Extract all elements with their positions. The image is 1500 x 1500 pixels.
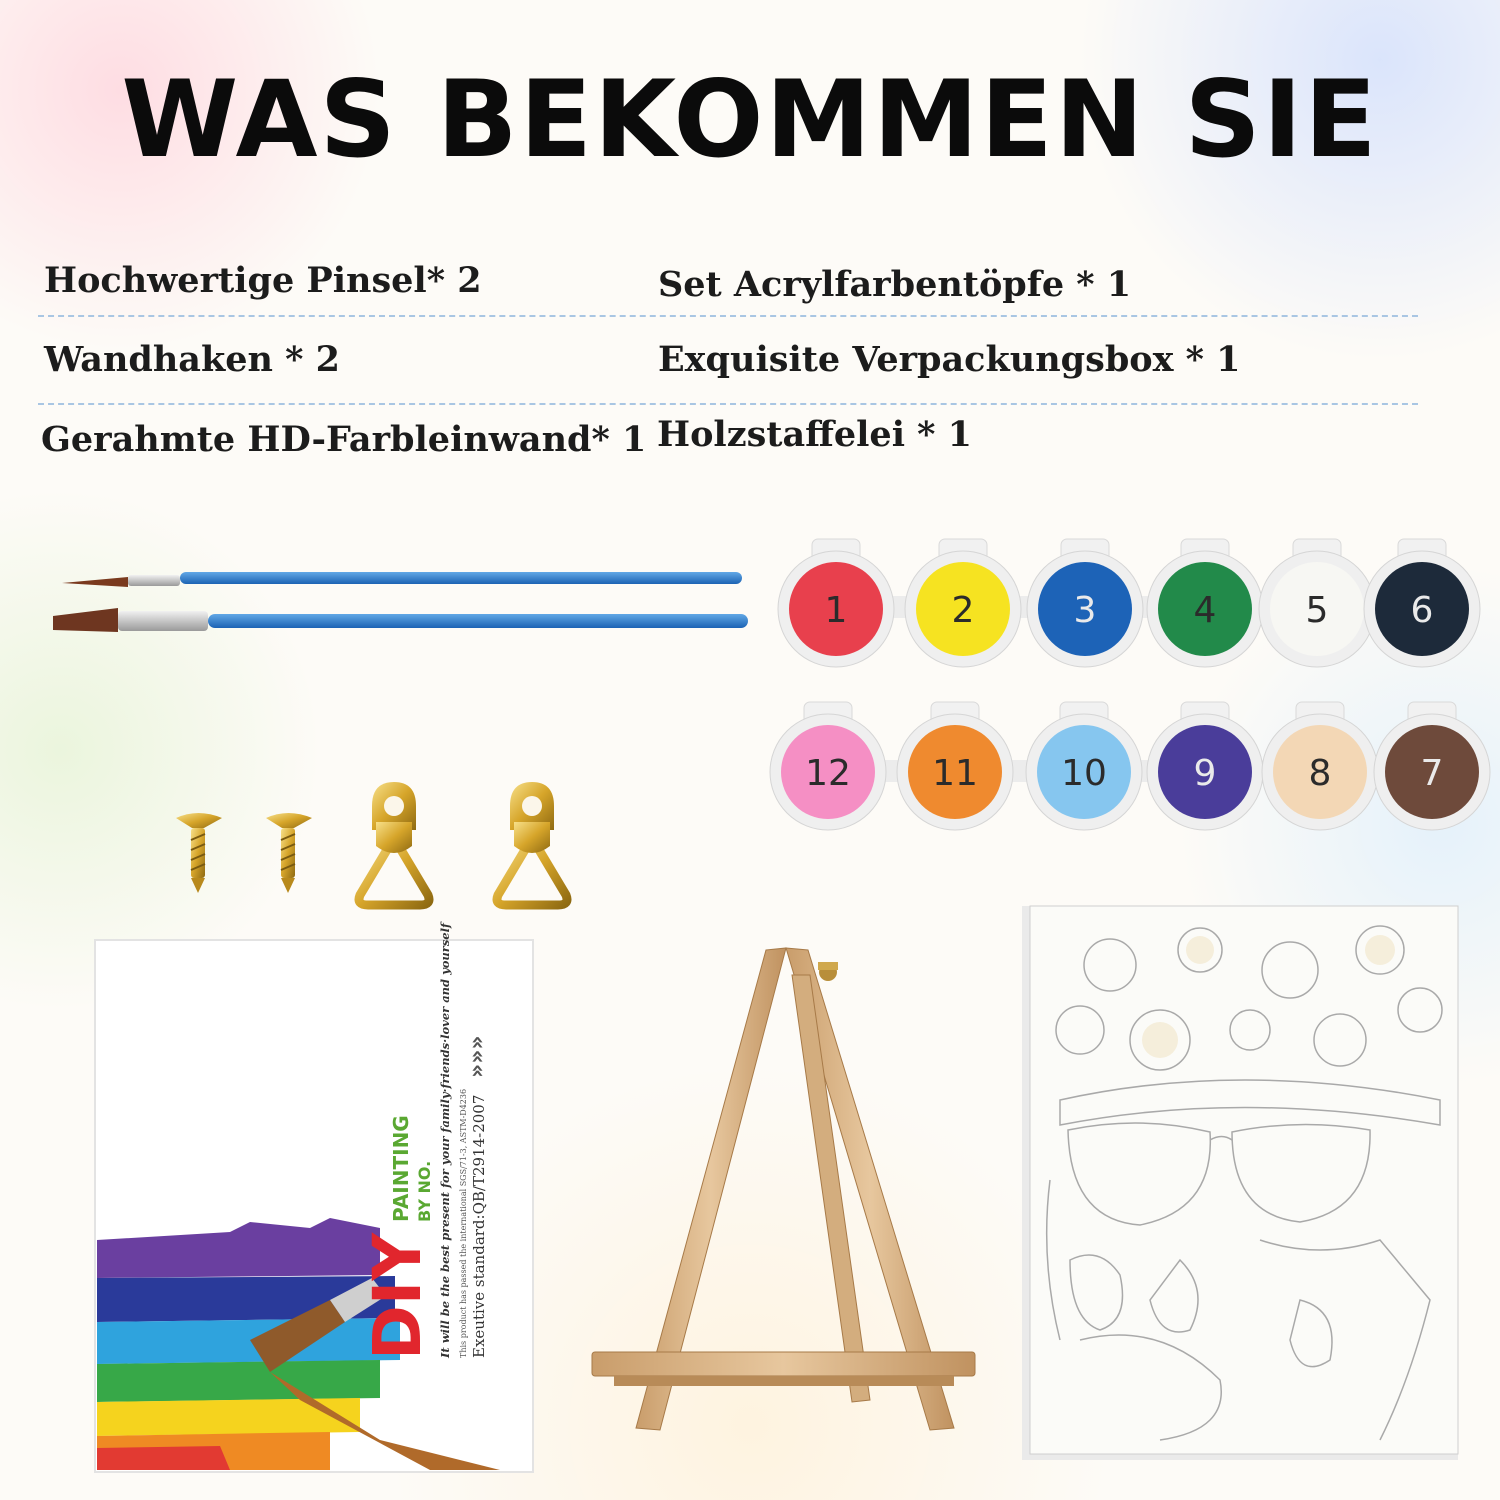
paint-pot-number: 12 — [805, 753, 851, 794]
box-subtitle-2: BY NO. — [415, 1160, 434, 1222]
paint-pot-number: 6 — [1410, 590, 1434, 631]
item-paint-set: Set Acrylfarbentöpfe * 1 — [658, 264, 1132, 305]
item-framed-canvas: Gerahmte HD-Farbleinwand* 1 — [41, 419, 647, 460]
box-brand: DIY — [359, 1232, 436, 1360]
item-easel: Holzstaffelei * 1 — [657, 414, 973, 455]
paint-pot — [1147, 539, 1263, 667]
paint-pot — [778, 539, 894, 667]
wall-hook-icon — [359, 782, 429, 905]
paint-pot — [1259, 539, 1375, 667]
paint-pot-number: 7 — [1420, 753, 1444, 794]
paint-pot-number: 8 — [1308, 753, 1332, 794]
paint-pot — [1262, 702, 1378, 830]
item-wall-hooks: Wandhaken * 2 — [44, 339, 340, 380]
paint-pot-number: 3 — [1073, 590, 1097, 631]
box-line-2: This product has passed the international SGS/71-3, ASTM-D4236 — [459, 1088, 468, 1358]
paint-pot — [897, 702, 1013, 830]
paint-pot — [1026, 702, 1142, 830]
page-title: WAS BEKOMMEN SIE — [121, 58, 1379, 181]
paint-pot-number: 10 — [1061, 753, 1107, 794]
wall-hook-icon — [497, 782, 567, 905]
paint-pot — [1374, 702, 1490, 830]
paint-pot-number: 4 — [1193, 590, 1217, 631]
item-packaging-box: Exquisite Verpackungsbox * 1 — [658, 339, 1241, 380]
paint-pot-number: 9 — [1193, 753, 1217, 794]
paintbrush-thin — [62, 572, 742, 587]
paint-pot — [770, 702, 886, 830]
box-subtitle-1: PAINTING — [389, 1115, 413, 1222]
paint-pot — [905, 539, 1021, 667]
paint-pot — [1027, 539, 1143, 667]
box-arrows: »»» — [465, 1035, 490, 1078]
box-line-3: Exeutive standard:QB/T2914-2007 — [470, 1094, 488, 1358]
paint-pot-number: 5 — [1305, 590, 1329, 631]
paint-pot-number: 2 — [951, 590, 975, 631]
paint-pot — [1147, 702, 1263, 830]
paint-pot — [1364, 539, 1480, 667]
wooden-easel — [592, 948, 975, 1430]
paint-pot-number: 1 — [824, 590, 848, 631]
screw-icon — [176, 813, 222, 893]
paint-pots — [770, 539, 1490, 830]
screw-icon — [266, 813, 312, 893]
paintbrush-flat — [53, 608, 748, 632]
box-line-1: It will be the best present for your family·friends·lover and yourself — [438, 923, 452, 1358]
framed-canvas — [1022, 906, 1458, 1460]
paint-pot-number: 11 — [932, 753, 978, 794]
item-brushes: Hochwertige Pinsel* 2 — [44, 260, 482, 301]
